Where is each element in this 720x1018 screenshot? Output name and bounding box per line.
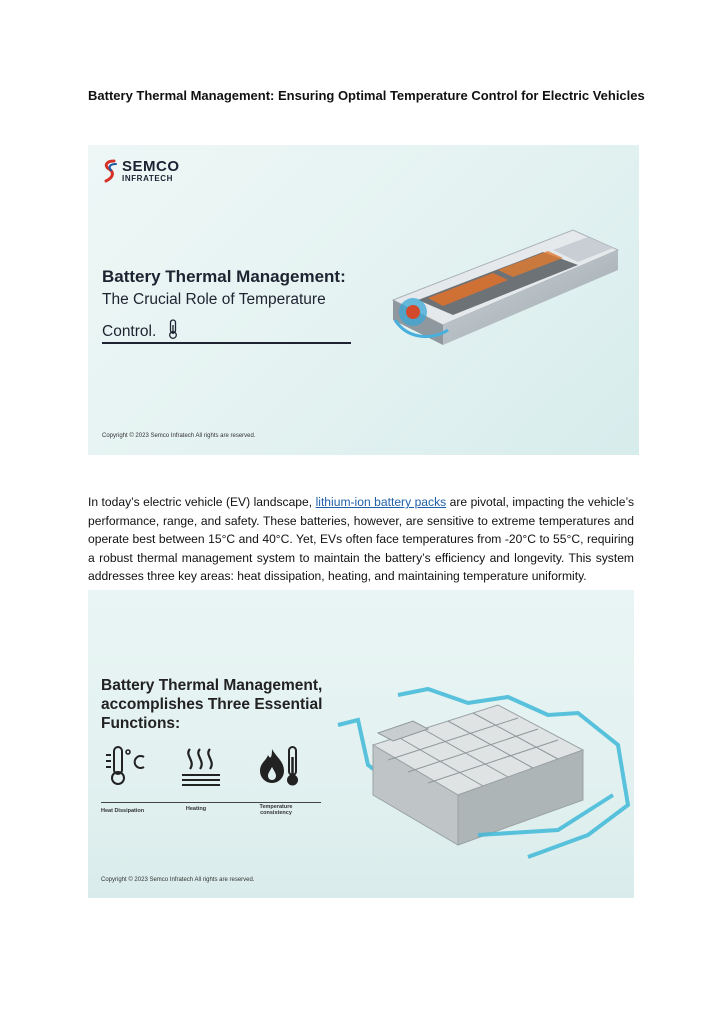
- paragraph-text-before-link: In today’s electric vehicle (EV) landscape,: [88, 495, 316, 509]
- intro-paragraph: [88, 493, 634, 586]
- battery-pack-illustration: [373, 220, 628, 390]
- banner2-heading-line2: accomplishes Three Essential: [101, 696, 323, 713]
- semco-s-mark-icon: [102, 158, 118, 184]
- banner1-heading-line3-text: Control.: [102, 323, 157, 340]
- banner1-copyright: Copyright © 2023 Semco Infratech All rights are reserved.: [102, 433, 256, 439]
- banner1-heading-line1: Battery Thermal Management:: [102, 267, 346, 286]
- lithium-ion-battery-packs-link[interactable]: lithium-ion battery packs: [315, 495, 447, 509]
- flame-thermometer-icon: [256, 745, 304, 789]
- banner2-heading-line1: Battery Thermal Management,: [101, 677, 323, 694]
- heat-waves-icon: [180, 747, 224, 787]
- functions-divider: [101, 802, 321, 803]
- function-label-heating: Heating: [185, 806, 207, 812]
- banner-image-thermal-management: [88, 145, 639, 455]
- banner1-divider: [102, 342, 351, 344]
- logo-subtitle: INFRATECH: [122, 174, 174, 183]
- paragraph-text-after-link: are pivotal, impacting the vehicle’s performance, range, and safety. These batteries, however, are sensitive to extreme temperatures and operate best between 15°C and 40°C. Yet, EVs often face temperatures from -20°C to 55°C, requiring a robust thermal management system to maintain the battery’s efficiency and longevity. This system addresses three key areas: heat dissipation, heating, and maintaining temperature uniformity.: [88, 495, 634, 584]
- page-title: Battery Thermal Management: Ensuring Optimal Temperature Control for Electric Vehicles: [88, 88, 645, 103]
- battery-modules-illustration: [328, 685, 632, 860]
- banner-image-three-functions: [88, 590, 634, 898]
- function-label-heat-dissipation: Heat Dissipation: [101, 808, 145, 814]
- thermometer-celsius-icon: [102, 745, 148, 787]
- logo-name: SEMCO: [122, 158, 180, 175]
- banner1-heading-line3: [102, 316, 173, 341]
- banner2-copyright: Copyright © 2023 Semco Infratech All rights are reserved.: [101, 877, 255, 883]
- banner2-heading-line3: Functions:: [101, 715, 181, 732]
- semco-logo: [102, 158, 180, 184]
- banner1-heading-line2: The Crucial Role of Temperature: [102, 291, 326, 308]
- function-label-temperature-consistency: Temperature consistency: [259, 804, 293, 816]
- thermometer-icon: [167, 319, 179, 339]
